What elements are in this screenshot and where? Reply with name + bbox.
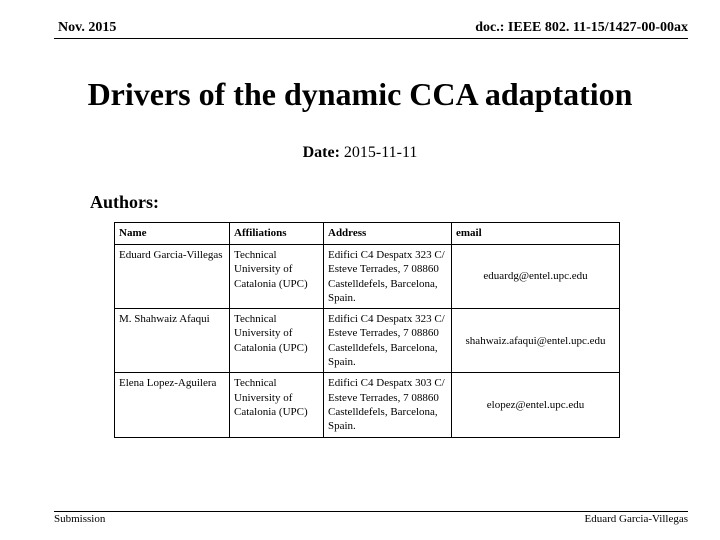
author-name: Elena Lopez-Aguilera <box>115 373 230 437</box>
table-header-row <box>115 223 620 245</box>
column-header-address: Address <box>324 223 452 245</box>
date-line <box>0 144 720 162</box>
author-email: elopez@entel.upc.edu <box>452 373 620 437</box>
author-affiliation: Technical University of Catalonia (UPC) <box>230 373 324 437</box>
column-header-name: Name <box>115 223 230 245</box>
footer-submission: Submission <box>54 513 106 525</box>
authors-table <box>114 222 620 438</box>
author-name: Eduard Garcia-Villegas <box>115 245 230 309</box>
table-row <box>115 309 620 373</box>
footer-author: Eduard Garcia-Villegas <box>584 513 688 525</box>
author-email: eduardg@entel.upc.edu <box>452 245 620 309</box>
author-email: shahwaiz.afaqui@entel.upc.edu <box>452 309 620 373</box>
date-value: 2015-11-11 <box>343 144 418 161</box>
column-header-email: email <box>452 223 620 245</box>
header-divider <box>54 38 688 39</box>
author-affiliation: Technical University of Catalonia (UPC) <box>230 309 324 373</box>
footer-divider <box>54 511 688 512</box>
slide-title: Drivers of the dynamic CCA adaptation <box>87 76 633 112</box>
authors-heading: Authors: <box>90 192 160 212</box>
author-address: Edifici C4 Despatx 303 C/ Esteve Terrades, 7 08860 Castelldefels, Barcelona, Spain. <box>324 373 452 437</box>
header-date: Nov. 2015 <box>58 20 117 35</box>
author-affiliation: Technical University of Catalonia (UPC) <box>230 245 324 309</box>
table-row <box>115 373 620 437</box>
date-label: Date: <box>302 144 340 161</box>
author-name: M. Shahwaiz Afaqui <box>115 309 230 373</box>
author-address: Edifici C4 Despatx 323 C/ Esteve Terrades, 7 08860 Castelldefels, Barcelona, Spain. <box>324 245 452 309</box>
header-doc-id: doc.: IEEE 802. 11-15/1427-00-00ax <box>475 20 688 35</box>
author-address: Edifici C4 Despatx 323 C/ Esteve Terrades, 7 08860 Castelldefels, Barcelona, Spain. <box>324 309 452 373</box>
table-row <box>115 245 620 309</box>
column-header-affiliations: Affiliations <box>230 223 324 245</box>
